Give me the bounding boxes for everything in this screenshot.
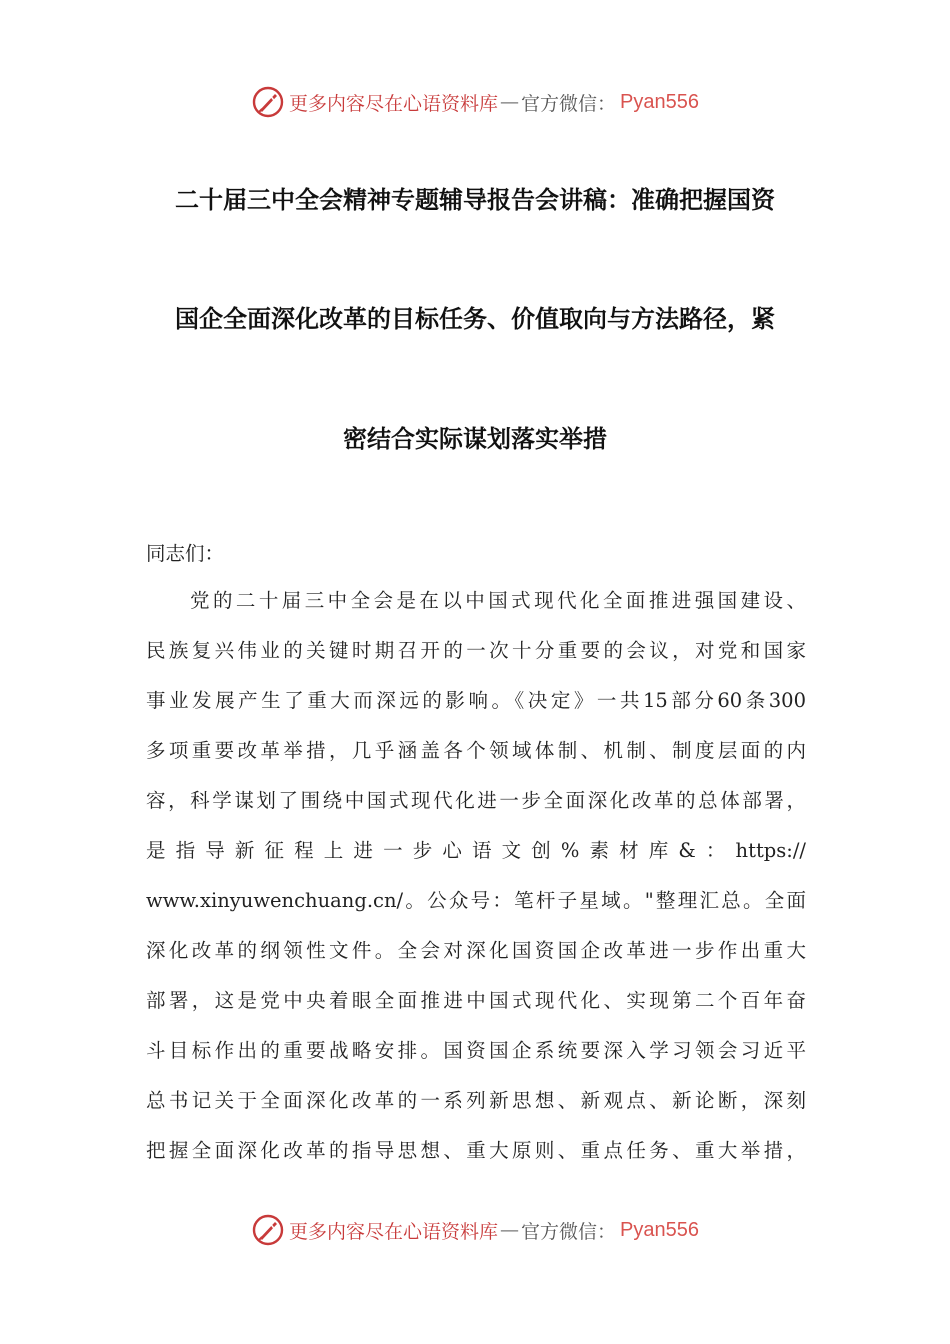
body-line: 深化改革的纲领性文件。全会对深化国资国企改革进一步作出重大 [146, 939, 806, 962]
body-line: 是指导新征程上进一步心语文创%素材库&：https:// [146, 839, 806, 862]
banner-wechat-label: 官方微信： [521, 92, 617, 115]
body-line: 党的二十届三中全会是在以中国式现代化全面推进强国建设、 [190, 589, 806, 612]
banner-wechat-id: Pyan556 [620, 90, 699, 113]
body-line: 民族复兴伟业的关键时期召开的一次十分重要的会议，对党和国家 [146, 639, 806, 662]
banner-wechat-label: 官方微信： [521, 1220, 617, 1243]
banner-separator: — [500, 1219, 520, 1241]
title-line-2: 国企全面深化改革的目标任务、价值取向与方法路径，紧 [175, 305, 775, 333]
title-line-3: 密结合实际谋划落实举措 [343, 425, 607, 453]
body-line: 容，科学谋划了围绕中国式现代化进一步全面深化改革的总体部署， [146, 789, 806, 812]
quill-logo-icon [251, 1213, 285, 1247]
banner-wechat-id: Pyan556 [620, 1218, 699, 1241]
greeting: 同志们： [146, 542, 225, 565]
banner-text: 更多内容尽在心语资料库 [289, 1220, 499, 1243]
body-line: 事业发展产生了重大而深远的影响。《决定》一共15部分60条300 [146, 689, 806, 712]
body-line: www.xinyuwenchuang.cn/。公众号：笔杆子星域。"整理汇总。全面 [146, 889, 806, 912]
body-line: 多项重要改革举措，几乎涵盖各个领域体制、机制、制度层面的内 [146, 739, 806, 762]
body-line: 把握全面深化改革的指导思想、重大原则、重点任务、重大举措， [146, 1139, 806, 1162]
footer-banner [0, 1208, 950, 1252]
banner-text: 更多内容尽在心语资料库 [289, 92, 499, 115]
body-line: 斗目标作出的重要战略安排。国资国企系统要深入学习领会习近平 [146, 1039, 806, 1062]
banner-separator: — [500, 91, 520, 113]
body-line: 总书记关于全面深化改革的一系列新思想、新观点、新论断，深刻 [146, 1089, 806, 1112]
header-banner [0, 80, 950, 124]
quill-logo-icon [251, 85, 285, 119]
title-line-1: 二十届三中全会精神专题辅导报告会讲稿：准确把握国资 [175, 186, 775, 214]
body-line: 部署，这是党中央着眼全面推进中国式现代化、实现第二个百年奋 [146, 989, 806, 1012]
